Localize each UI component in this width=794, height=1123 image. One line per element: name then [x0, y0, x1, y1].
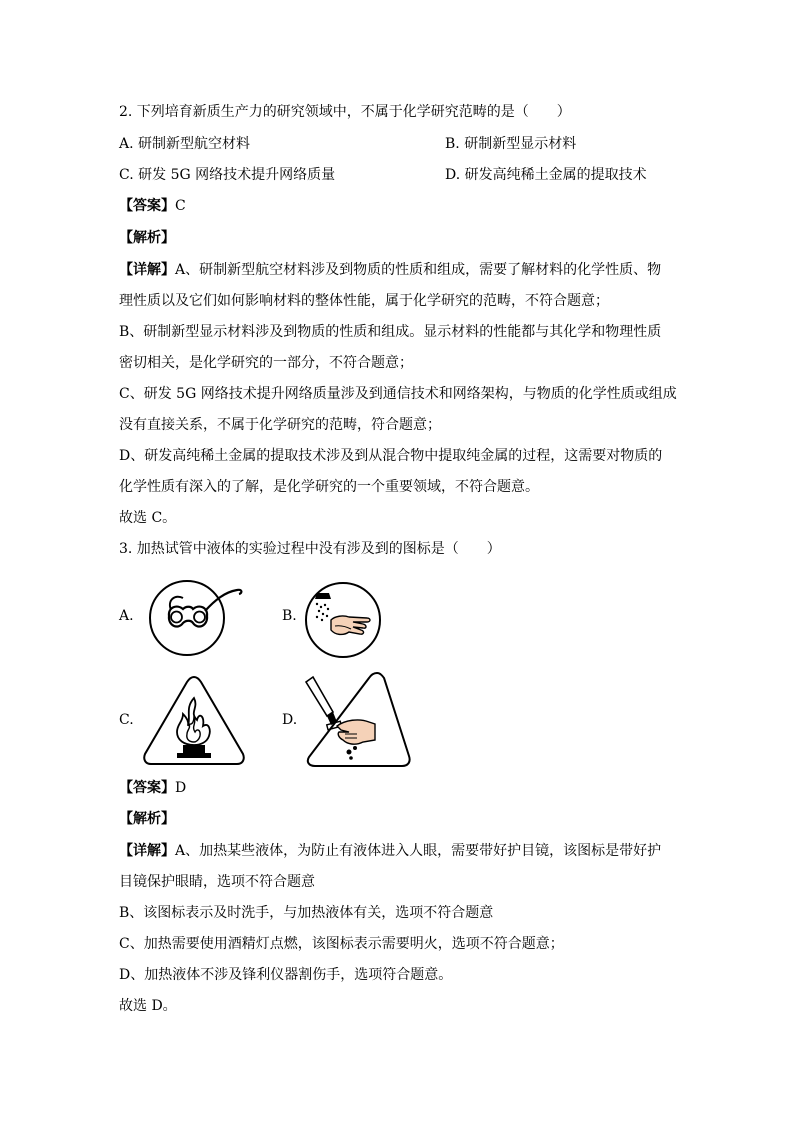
hand-wash-icon	[303, 580, 383, 660]
q3-option-a-label: A.	[119, 608, 134, 624]
q2-detail-line-6: 没有直接关系，不属于化学研究的范畴，符合题意；	[119, 417, 441, 433]
q2-detail-line-4: 密切相关，是化学研究的一部分，不符合题意；	[119, 355, 413, 371]
q3-detail-line-2: 目镜保护眼睛，选项不符合题意	[119, 874, 315, 890]
q3-detail-text-1: A、加热某些液体，为防止有液体进入人眼，需要带好护目镜，该图标是带好护	[175, 843, 662, 859]
open-flame-icon	[139, 672, 249, 770]
q3-detail-line-1	[119, 841, 661, 861]
q2-answer-value: C	[175, 198, 186, 214]
q2-detail-line-1	[119, 260, 661, 280]
q2-detail-line-2: 理性质以及它们如何影响材料的整体性能，属于化学研究的范畴，不符合题意；	[119, 293, 609, 309]
q2-detail-line-5: C、研发 5G 网络技术提升网络质量涉及到通信技术和网络架构，与物质的化学性质或组成	[119, 386, 677, 402]
q2-option-c: C. 研发 5G 网络技术提升网络质量	[119, 167, 336, 183]
q3-stem: 3. 加热试管中液体的实验过程中没有涉及到的图标是（ ）	[119, 541, 501, 557]
q3-option-c-label: C.	[119, 712, 134, 728]
q2-option-b: B. 研制新型显示材料	[445, 136, 577, 152]
q2-detail-line-3: B、研制新型显示材料涉及到物质的性质和组成。显示材料的性能都与其化学和物理性质	[119, 324, 662, 340]
q2-conclusion: 故选 C。	[119, 510, 177, 526]
q3-analysis-tag: 【解析】	[119, 811, 175, 827]
q3-option-d-label: D.	[282, 712, 298, 728]
q2-stem: 2. 下列培育新质生产力的研究领域中，不属于化学研究范畴的是（ ）	[119, 104, 571, 120]
q3-detail-tag: 【详解】	[119, 843, 175, 859]
q3-conclusion: 故选 D。	[119, 998, 177, 1014]
q2-detail-text-1: A、研制新型航空材料涉及到物质的性质和组成，需要了解材料的化学性质、物	[175, 262, 662, 278]
sharp-object-icon	[301, 668, 413, 770]
q3-option-b-label: B.	[282, 608, 297, 624]
q2-detail-tag: 【详解】	[119, 262, 175, 278]
q2-answer-tag: 【答案】	[119, 198, 175, 214]
q3-detail-line-5: D、加热液体不涉及锋利仪器割伤手，选项符合题意。	[119, 967, 453, 983]
q2-answer	[119, 196, 186, 216]
q3-detail-line-3: B、该图标表示及时洗手，与加热液体有关，选项不符合题意	[119, 905, 494, 921]
q2-detail-line-8: 化学性质有深入的了解，是化学研究的一个重要领域，不符合题意。	[119, 479, 539, 495]
q3-answer	[119, 778, 186, 798]
q2-detail-line-7: D、研发高纯稀土金属的提取技术涉及到从混合物中提取纯金属的过程，这需要对物质的	[119, 448, 663, 464]
q2-analysis-tag: 【解析】	[119, 230, 175, 246]
q3-answer-value: D	[175, 780, 187, 796]
q3-detail-line-4: C、加热需要使用酒精灯点燃，该图标表示需要明火，选项不符合题意；	[119, 936, 564, 952]
q3-answer-tag: 【答案】	[119, 780, 175, 796]
q2-option-a: A. 研制新型航空材料	[119, 136, 251, 152]
q2-option-d: D. 研发高纯稀土金属的提取技术	[445, 167, 647, 183]
goggles-icon	[141, 578, 245, 658]
